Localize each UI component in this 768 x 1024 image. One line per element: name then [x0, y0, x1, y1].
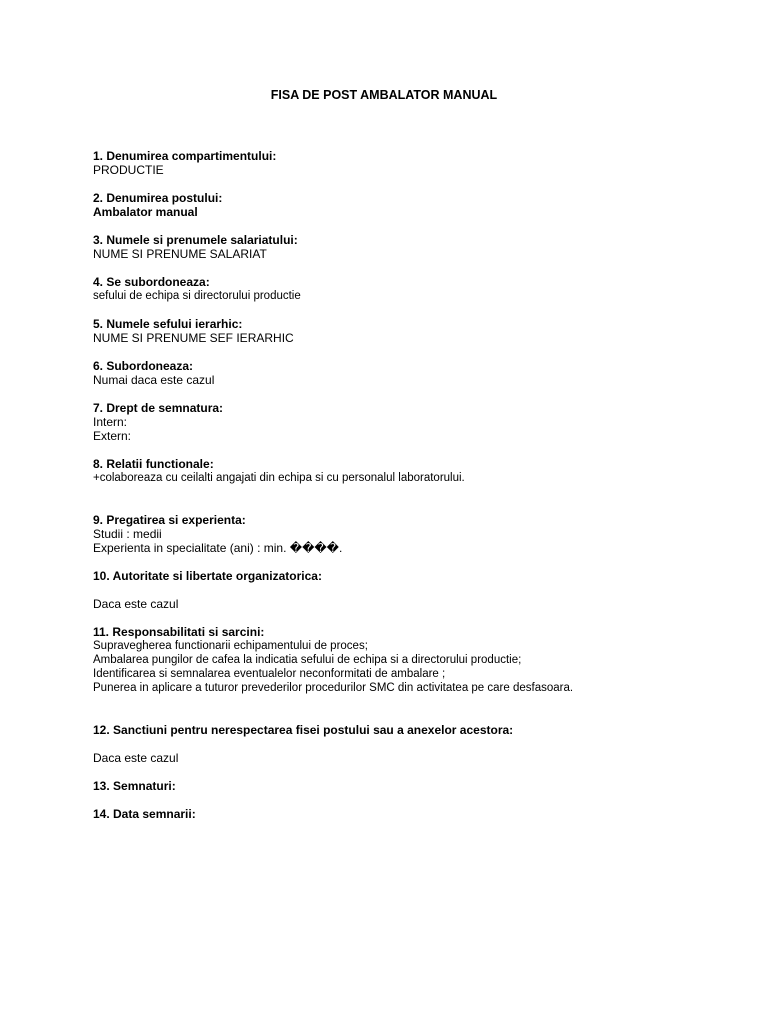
section-11-line-2: Ambalarea pungilor de cafea la indicatia sefului de echipa si a directorului productie; — [93, 654, 522, 666]
section-6-value: Numai daca este cazul — [93, 373, 215, 387]
section-1-value: PRODUCTIE — [93, 163, 164, 177]
section-7-line-2: Extern: — [93, 429, 132, 443]
section-9-line-2: Experienta in specialitate (ani) : min. ����. — [93, 541, 343, 555]
section-2-heading: 2. Denumirea postului: — [93, 191, 223, 205]
section-7-heading: 7. Drept de semnatura: — [93, 401, 224, 415]
section-8-heading: 8. Relatii functionale: — [93, 457, 214, 471]
section-11-line-3: Identificarea si semnalarea eventualelor neconformitati de ambalare ; — [93, 668, 446, 680]
section-12-heading: 12. Sanctiuni pentru nerespectarea fisei postului sau a anexelor acestora: — [93, 723, 514, 737]
section-5-heading: 5. Numele sefului ierarhic: — [93, 317, 243, 331]
section-11-heading: 11. Responsabilitati si sarcini: — [93, 625, 265, 639]
section-13-heading: 13. Semnaturi: — [93, 779, 176, 793]
section-12-value: Daca este cazul — [93, 751, 179, 765]
section-14-heading: 14. Data semnarii: — [93, 807, 196, 821]
section-7-line-1: Intern: — [93, 415, 128, 429]
section-11-line-1: Supravegherea functionarii echipamentului de proces; — [93, 640, 368, 652]
section-3-heading: 3. Numele si prenumele salariatului: — [93, 233, 298, 247]
section-10-value: Daca este cazul — [93, 597, 179, 611]
section-8-value: +colaboreaza cu ceilalti angajati din echipa si cu personalul laboratorului. — [93, 472, 465, 484]
section-4-heading: 4. Se subordoneaza: — [93, 275, 210, 289]
section-9-heading: 9. Pregatirea si experienta: — [93, 513, 246, 527]
section-11-line-4: Punerea in aplicare a tuturor prevederilor procedurilor SMC din activitatea pe care desfasoara. — [93, 682, 574, 694]
section-4-value: sefului de echipa si directorului productie — [93, 290, 301, 302]
section-10-heading: 10. Autoritate si libertate organizatorica: — [93, 569, 322, 583]
section-3-value: NUME SI PRENUME SALARIAT — [93, 247, 267, 261]
section-2-value: Ambalator manual — [93, 205, 198, 219]
document-title: FISA DE POST AMBALATOR MANUAL — [270, 88, 498, 102]
section-1-heading: 1. Denumirea compartimentului: — [93, 149, 277, 163]
section-6-heading: 6. Subordoneaza: — [93, 359, 194, 373]
section-5-value: NUME SI PRENUME SEF IERARHIC — [93, 331, 294, 345]
section-9-line-1: Studii : medii — [93, 527, 162, 541]
